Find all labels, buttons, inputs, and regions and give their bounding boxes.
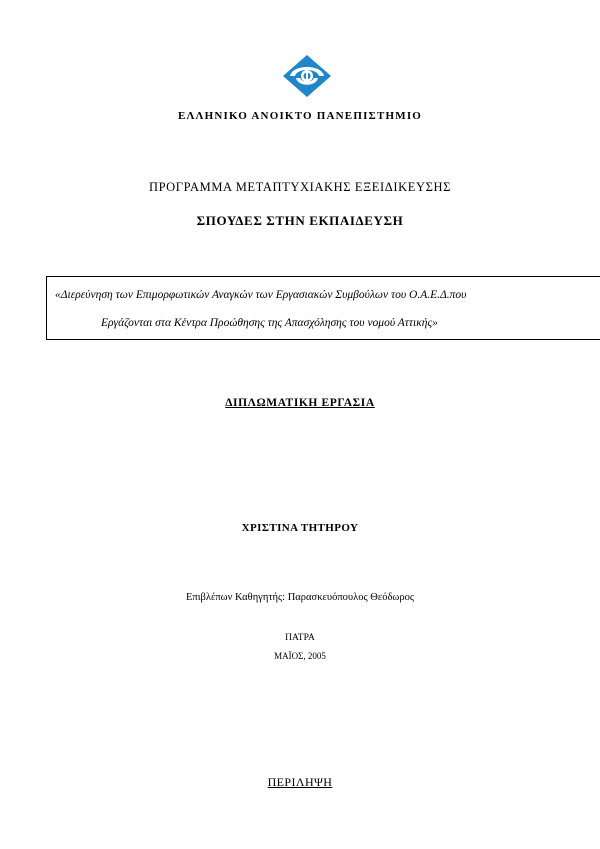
abstract-heading: ΠΕΡΙΛΗΨΗ xyxy=(267,775,333,789)
thesis-title-box xyxy=(46,276,600,340)
thesis-title-line-1: «Διερεύνηση των Επιμορφωτικών Αναγκών των Εργασιακών Συμβούλων του Ο.Α.Ε.Δ.που xyxy=(55,289,467,301)
date: ΜΑΪΟΣ, 2005 xyxy=(274,651,326,661)
supervisor: Επιβλέπων Καθηγητής: Παρασκευόπουλος Θεόδωρος xyxy=(186,592,414,603)
thesis-title-line-2: Εργάζονται στα Κέντρα Προώθησης της Απασχόλησης του νομού Αττικής» xyxy=(101,317,438,329)
university-emblem-icon xyxy=(282,54,332,98)
place: ΠΑΤΡΑ xyxy=(285,633,315,643)
author-name: ΧΡΙΣΤΙΝΑ ΤΗΤΗΡΟΥ xyxy=(241,522,359,534)
program-specialization: ΣΠΟΥΔΕΣ ΣΤΗΝ ΕΚΠΑΙΔΕΥΣΗ xyxy=(196,213,404,228)
document-type: ΔΙΠΛΩΜΑΤΙΚΗ ΕΡΓΑΣΙΑ xyxy=(225,397,375,409)
program-name: ΠΡΟΓΡΑΜΜΑ ΜΕΤΑΠΤΥΧΙΑΚΗΣ ΕΞΕΙΔΙΚΕΥΣΗΣ xyxy=(148,180,452,194)
university-name: ΕΛΛΗΝΙΚΟ ΑΝΟΙΚΤΟ ΠΑΝΕΠΙΣΤΗΜΙΟ xyxy=(177,110,423,122)
